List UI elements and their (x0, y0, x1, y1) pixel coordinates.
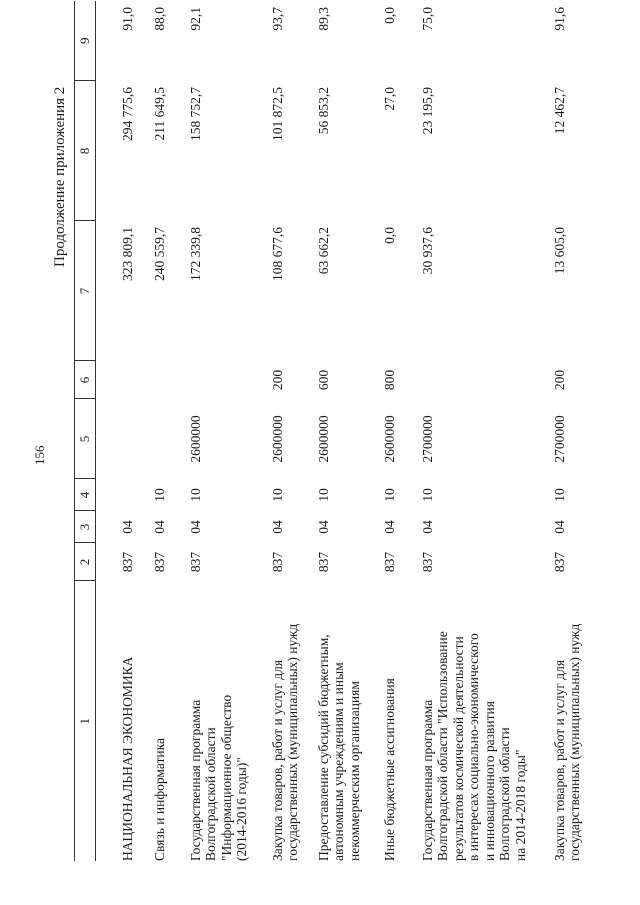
cell-col8: 294 775,6 (120, 87, 135, 141)
cell-col3: 04 (187, 520, 203, 534)
cell-col8: 23 195,9 (419, 87, 435, 135)
cell-col2: 837 (269, 551, 285, 573)
cell-col4: 10 (419, 488, 435, 502)
cell-col9: 0,0 (381, 7, 397, 24)
table-row (96, 1, 138, 861)
row-name-line: Государственная программа (187, 699, 203, 861)
row-name (178, 581, 260, 861)
cell-col9: 91,6 (551, 7, 567, 31)
cell-col5 (138, 399, 178, 479)
cell-col6 (178, 361, 260, 399)
cell-col7: 172 339,8 (187, 227, 203, 281)
cell-col5 (96, 399, 138, 479)
cell-col2: 837 (381, 551, 397, 573)
cell-col3: 04 (151, 520, 167, 534)
row-name-line: Закупка товаров, работ и услуг для (551, 659, 567, 861)
cell-col5: 2600000 (381, 415, 397, 463)
cell-col6: 200 (551, 369, 567, 391)
row-name-line: на 2014-2018 годы" (512, 749, 528, 861)
cell-col6 (138, 361, 178, 399)
col-header-3: 3 (75, 511, 96, 543)
cell-col8: 56 853,2 (315, 87, 331, 135)
row-name-line: (2014-2016 годы)" (234, 757, 249, 861)
cell-col5: 2600000 (315, 415, 331, 463)
cell-col9: 89,3 (315, 7, 331, 31)
cell-col7: 108 677,6 (269, 227, 285, 281)
row-name-line: "Информационное общество (218, 694, 234, 861)
cell-col3: 04 (315, 520, 331, 534)
cell-col8: 101 872,5 (269, 87, 285, 141)
row-name (374, 581, 408, 861)
row-name-line: автономным учреждениям и иным (331, 662, 346, 861)
cell-col9: 93,7 (269, 7, 285, 31)
cell-col2: 837 (551, 551, 567, 573)
row-name-line: Государственная программа (419, 699, 435, 861)
cell-col2: 837 (120, 551, 135, 573)
row-name-line: НАЦИОНАЛЬНАЯ ЭКОНОМИКА (120, 656, 135, 861)
col-header-9: 9 (75, 1, 96, 81)
row-name-line: Предоставление субсидий бюджетным, (315, 634, 331, 861)
budget-table (74, 1, 586, 861)
cell-col2: 837 (315, 551, 331, 573)
cell-col8: 27,0 (381, 87, 397, 111)
cell-col6 (408, 361, 542, 399)
table-row (374, 1, 408, 861)
cell-col2: 837 (187, 551, 203, 573)
cell-col4: 10 (269, 488, 285, 502)
col-header-5: 5 (75, 399, 96, 479)
cell-col7: 30 937,6 (419, 227, 435, 275)
col-header-7: 7 (75, 221, 96, 361)
row-name-line: в интересах социально-экономического (466, 633, 481, 861)
cell-col8: 211 649,5 (151, 87, 167, 141)
table-row (408, 1, 542, 861)
cell-col9: 91,0 (120, 7, 135, 31)
cell-col2: 837 (419, 551, 435, 573)
col-header-6: 6 (75, 361, 96, 399)
cell-col7: 63 662,2 (315, 227, 331, 275)
row-name (312, 581, 374, 861)
cell-col4 (96, 479, 138, 511)
row-name-line: некоммерческим организациям (346, 681, 362, 861)
col-header-8: 8 (75, 81, 96, 221)
row-name (96, 581, 138, 861)
row-name-line: и инновационного развития (481, 701, 497, 861)
row-name (138, 581, 178, 861)
cell-col5: 2700000 (419, 415, 435, 463)
cell-col5: 2600000 (269, 415, 285, 463)
table-row (542, 1, 586, 861)
col-header-2: 2 (75, 543, 96, 581)
row-name-line: Закупка товаров, работ и услуг для (269, 659, 285, 861)
table-row (138, 1, 178, 861)
row-name (408, 581, 542, 861)
cell-col8: 158 752,7 (187, 87, 203, 141)
cell-col7: 240 559,7 (151, 227, 167, 281)
cell-col3: 04 (419, 520, 435, 534)
cell-col4: 10 (551, 488, 567, 502)
cell-col4: 10 (315, 488, 331, 502)
cell-col3: 04 (120, 520, 135, 534)
row-name (542, 581, 586, 861)
cell-col4: 10 (187, 488, 203, 502)
cell-col5: 2600000 (187, 415, 203, 463)
row-name-line: результатов космической деятельности (450, 636, 466, 861)
row-name-line: Связь и информатика (151, 738, 167, 861)
cell-col6: 600 (315, 369, 331, 391)
cell-col6 (96, 361, 138, 399)
cell-col7: 13 605,0 (551, 227, 567, 275)
cell-col8: 12 462,7 (551, 87, 567, 135)
cell-col4: 10 (151, 488, 167, 502)
cell-col6: 200 (269, 369, 285, 391)
cell-col4: 10 (381, 488, 397, 502)
cell-col2: 837 (151, 551, 167, 573)
cell-col7: 323 809,1 (120, 227, 135, 281)
table-row (178, 1, 260, 861)
row-name-line: Иные бюджетные ассигнования (381, 678, 397, 861)
cell-col3: 04 (551, 520, 567, 534)
table-row (312, 1, 374, 861)
col-header-1: 1 (75, 581, 96, 861)
row-name (260, 581, 312, 861)
col-header-4: 4 (75, 479, 96, 511)
cell-col3: 04 (269, 520, 285, 534)
row-name-line: Волгоградской области (203, 727, 218, 861)
row-name-line: Волгоградской области (497, 727, 512, 861)
header-row (75, 1, 96, 861)
cell-col9: 88,0 (151, 7, 167, 31)
page-number: 156 (32, 445, 47, 465)
cell-col6: 800 (381, 369, 397, 391)
cell-col7: 0,0 (381, 227, 397, 244)
cell-col9: 92,1 (187, 7, 203, 31)
cell-col5: 2700000 (551, 415, 567, 463)
cell-col3: 04 (381, 520, 397, 534)
cell-col9: 75,0 (419, 7, 435, 31)
row-name-line: Волгоградской области "Использование (435, 631, 450, 861)
row-name-line: государственных (муниципальных) нужд (567, 623, 582, 861)
continuation-label: Продолжение приложения 2 (52, 86, 68, 267)
table-row (260, 1, 312, 861)
row-name-line: государственных (муниципальных) нужд (285, 623, 300, 861)
